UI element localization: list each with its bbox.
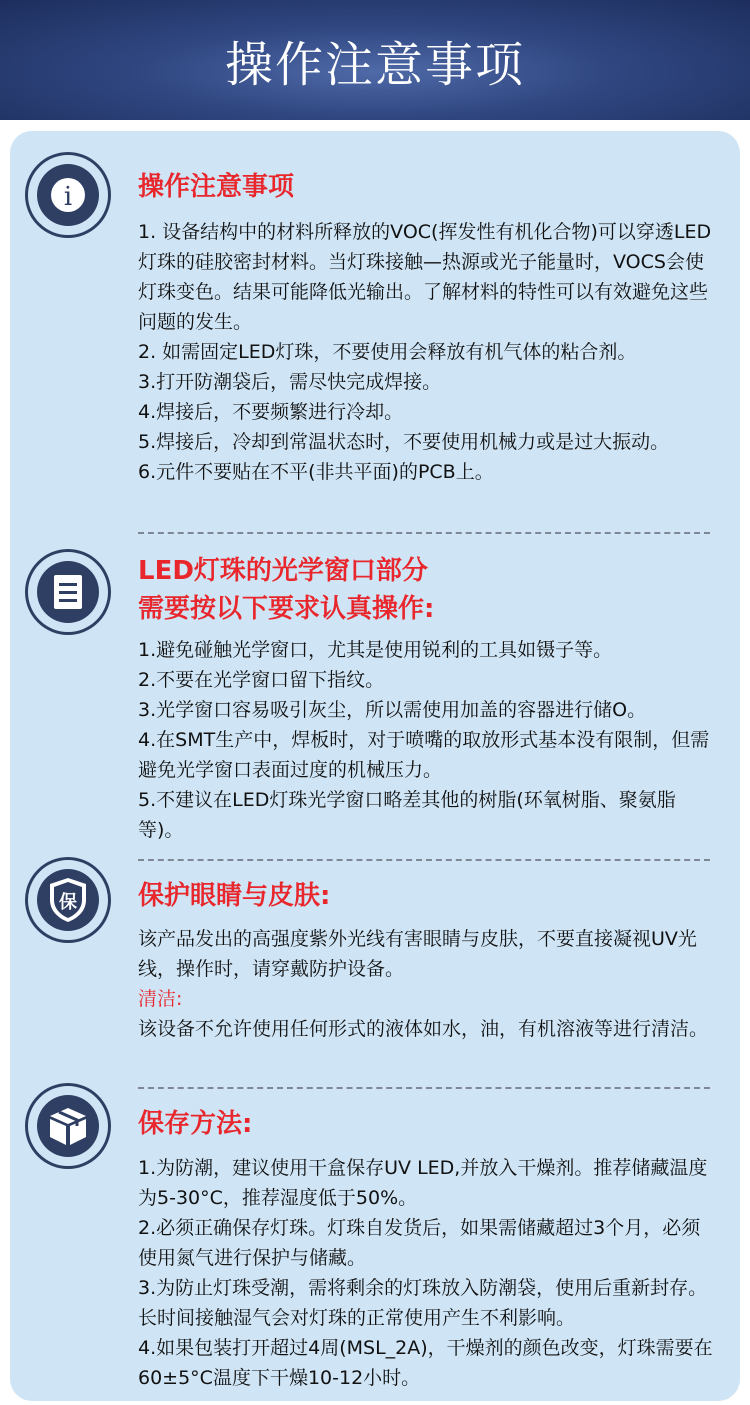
list-item: 3.打开防潮袋后，需尽快完成焊接。: [138, 371, 442, 393]
section-subheading-optical-window: 需要按以下要求认真操作:: [138, 594, 435, 624]
list-item: 6.元件不要贴在不平(非共平面)的PCB上。: [138, 461, 494, 483]
section-body-protection: [138, 924, 718, 1044]
divider: [138, 1087, 710, 1089]
page-title: 操作注意事项: [224, 36, 525, 93]
divider: [138, 859, 710, 861]
section-heading-optical-window: LED灯珠的光学窗口部分: [138, 556, 428, 586]
list-item: 1.避免碰触光学窗口，尤其是使用锐利的工具如镊子等。: [138, 639, 613, 661]
list-item: 5.焊接后，冷却到常温状态时，不要使用机械力或是过大振动。: [138, 431, 670, 453]
section-body-storage: [138, 1153, 718, 1393]
divider: [138, 532, 710, 534]
list-item: 2. 如需固定LED灯珠，不要使用会释放有机气体的粘合剂。: [138, 341, 637, 363]
paragraph: 该设备不允许使用任何形式的液体如水，油，有机溶液等进行清洁。: [138, 1018, 709, 1040]
paragraph: 该产品发出的高强度紫外光线有害眼睛与皮肤，不要直接凝视UV光线，操作时，请穿戴防护设备。: [138, 928, 697, 980]
list-item: 5.不建议在LED灯珠光学窗口略差其他的树脂(环氧树脂、聚氨脂等)。: [138, 789, 676, 841]
section-heading-storage: 保存方法:: [138, 1109, 253, 1139]
section-heading-protection: 保护眼睛与皮肤:: [138, 881, 331, 911]
section-body-optical-window: [138, 635, 718, 845]
list-item: 3.为防止灯珠受潮，需将剩余的灯珠放入防潮袋，使用后重新封存。长时间接触湿气会对灯珠的正常使用产生不利影响。: [138, 1277, 708, 1329]
list-item: 4.如果包装打开超过4周(MSL_2A)，干燥剂的颜色改变，灯珠需要在60±5°C温度下干燥10-12小时。: [138, 1337, 713, 1389]
section-body-operation: [138, 217, 718, 487]
svg-text:i: i: [63, 182, 73, 212]
list-item: 1. 设备结构中的材料所释放的VOC(挥发性有机化合物)可以穿透LED灯珠的硅胶密封材料。当灯珠接触—热源或光子能量时，VOCS会使灯珠变色。结果可能降低光输出。了解材料的特性可以有效避免这些问题的发生。: [138, 221, 712, 333]
list-item: 4.在SMT生产中，焊板时，对于喷嘴的取放形式基本没有限制，但需避免光学窗口表面过度的机械压力。: [138, 729, 710, 781]
list-item: 1.为防潮，建议使用干盒保存UV LED,并放入干燥剂。推荐储藏温度为5-30°C，推荐湿度低于50%。: [138, 1157, 708, 1209]
list-item: 2.必须正确保存灯珠。灯珠自发货后，如果需储藏超过3个月，必须使用氮气进行保护与储藏。: [138, 1217, 701, 1269]
shield-icon-glyph: 保: [59, 892, 77, 913]
cleaning-subheading: 清洁:: [138, 988, 183, 1010]
document-icon: [25, 549, 111, 635]
shield-icon: [25, 857, 111, 943]
header-banner: [0, 0, 750, 120]
list-item: 3.光学窗口容易吸引灰尘，所以需使用加盖的容器进行储O。: [138, 699, 647, 721]
section-heading-operation: 操作注意事项: [138, 172, 295, 202]
info-icon: [25, 152, 111, 238]
box-icon: [25, 1083, 111, 1169]
list-item: 4.焊接后，不要频繁进行冷却。: [138, 401, 404, 423]
list-item: 2.不要在光学窗口留下指纹。: [138, 669, 385, 691]
